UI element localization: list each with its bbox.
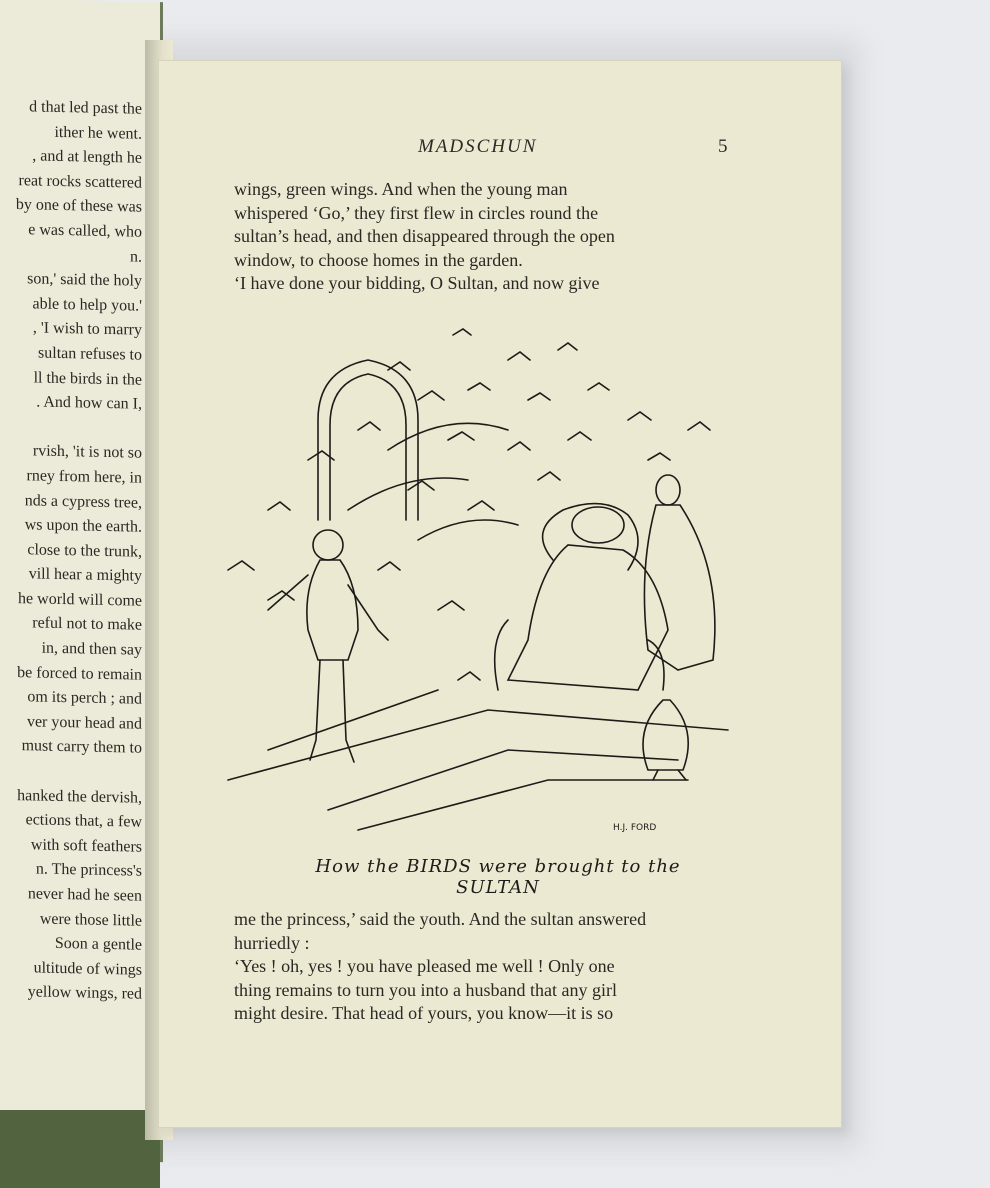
left-text-line: ections that, a few <box>25 811 142 831</box>
left-text-line: close to the trunk, <box>27 540 142 561</box>
left-text-line: rney from here, in <box>26 467 142 487</box>
text-line: window, to choose homes in the garden. <box>234 249 523 270</box>
left-text-line: reat rocks scattered <box>18 171 142 192</box>
left-text-line: never had he seen <box>27 885 142 905</box>
left-text-line: must carry them to <box>21 737 142 758</box>
left-text-line: e was called, who <box>28 221 142 241</box>
illustration-signature: H.J. FORD <box>613 823 657 833</box>
text-line: wings, green wings. And when the young man <box>234 179 568 199</box>
book-cover-edge <box>0 1110 160 1188</box>
illustration-birds-sultan <box>208 310 748 850</box>
left-text-line: . And how can I, <box>36 393 142 413</box>
text-line: hurriedly : <box>234 932 310 953</box>
left-text-line: with soft feathers <box>30 836 142 856</box>
left-text-line: by one of these was <box>15 196 142 217</box>
running-title: MADSCHUN <box>418 136 538 157</box>
paragraph-bottom <box>234 908 728 1026</box>
text-line: thing remains to turn you into a husband that any girl <box>234 979 617 1000</box>
text-line: might desire. That head of yours, you know—it is so <box>234 1003 614 1023</box>
left-page <box>0 0 163 1162</box>
left-text-line: reful not to make <box>32 614 142 635</box>
left-text-line: ver your head and <box>26 713 142 733</box>
text-line: whispered ‘Go,’ they first flew in circles round the <box>234 202 599 223</box>
left-text-line: ither he went. <box>54 123 142 143</box>
left-text-line: be forced to remain <box>17 663 142 684</box>
left-text-line: , and at length he <box>32 147 142 167</box>
left-text-line: were those little <box>39 910 142 930</box>
left-text-line: able to help you.' <box>32 295 142 315</box>
left-text-line: n. <box>130 247 142 266</box>
text-line: sultan’s head, and then disappeared through the open <box>234 226 615 246</box>
left-text-line: yellow wings, red <box>27 983 142 1004</box>
left-text-line: n. The princess's <box>35 860 142 881</box>
left-text-line: sultan refuses to <box>38 344 142 364</box>
text-line: me the princess,’ said the youth. And the sultan answered <box>234 909 647 929</box>
left-text-line: d that led past the <box>29 98 142 118</box>
left-text-line: om its perch ; and <box>27 688 142 708</box>
left-text-line: nds a cypress tree, <box>24 491 142 512</box>
left-text-line: in, and then say <box>41 639 142 659</box>
right-page <box>158 60 842 1128</box>
left-page-text <box>0 92 142 1007</box>
left-text-line: ultitude of wings <box>33 959 142 979</box>
paragraph-top <box>234 178 728 296</box>
left-text-line: Soon a gentle <box>54 935 142 954</box>
left-text-line: , 'I wish to marry <box>32 319 142 340</box>
left-text-line: he world will come <box>18 589 142 610</box>
page-number: 5 <box>718 136 728 157</box>
text-line: ‘Yes ! oh, yes ! you have pleased me well ! Only one <box>234 956 615 976</box>
text-line: ‘I have done your bidding, O Sultan, and now give <box>234 273 600 293</box>
left-text-line: ll the birds in the <box>33 368 142 389</box>
left-text-line: vill hear a mighty <box>28 565 142 585</box>
illustration-caption: How the BIRDS were brought to the SULTAN <box>315 856 681 898</box>
page-header <box>158 136 842 166</box>
left-text-line: rvish, 'it is not so <box>32 442 142 462</box>
left-text-line: hanked the dervish, <box>17 786 142 807</box>
left-text-line: ws upon the earth. <box>24 516 142 536</box>
left-text-line: son,' said the holy <box>27 270 142 290</box>
